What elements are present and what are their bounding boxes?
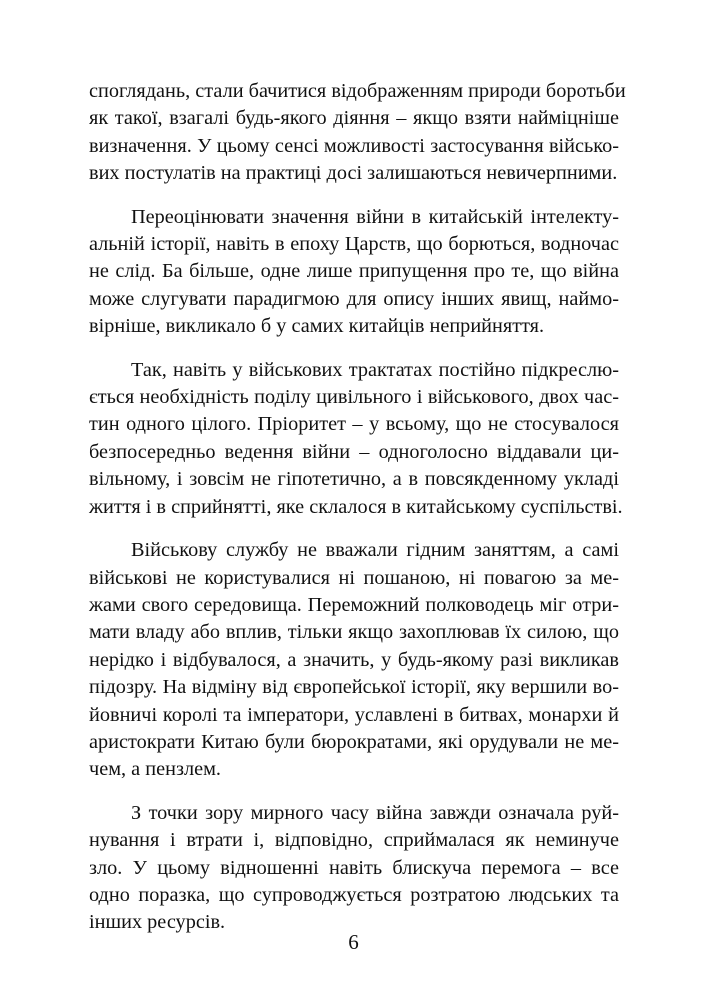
text-line: як такої, взагалі будь-якого діяння – якщо взяти найміцніше bbox=[89, 107, 619, 130]
text-line: Так, навіть у військових трактатах постійно підкреслю- bbox=[131, 358, 619, 381]
paragraph bbox=[89, 800, 619, 937]
text-line: йовничі королі та імператори, уславлені в битвах, монархи й bbox=[89, 703, 619, 726]
text-line: зло. У цьому відношенні навіть блискуча перемога – все bbox=[89, 856, 619, 879]
text-line: вих постулатів на практиці досі залишаються невичерпними. bbox=[89, 162, 618, 185]
text-line: аристократи Китаю були бюрократами, які орудували не ме- bbox=[89, 730, 619, 753]
text-line: чем, а пензлем. bbox=[89, 758, 221, 781]
text-line: військові не користувалися ні пошаною, ні повагою за ме- bbox=[89, 566, 619, 589]
text-line: споглядань, стали бачитися відображенням природи боротьби bbox=[89, 80, 626, 102]
text-line: вірніше, викликало б у самих китайців неприйняття. bbox=[89, 315, 545, 338]
text-line: безпосередньо ведення війни – одноголосно віддавали ци- bbox=[89, 440, 619, 463]
paragraph bbox=[89, 204, 619, 341]
text-line: З точки зору мирного часу війна завжди означала руй- bbox=[131, 801, 619, 824]
text-line: альній історії, навіть в епоху Царств, що борються, водночас bbox=[89, 233, 619, 256]
text-line: жами свого середовища. Переможний полководець міг отри- bbox=[89, 593, 619, 616]
text-line: може слугувати парадигмою для опису інших явищ, наймо- bbox=[89, 287, 619, 310]
text-line: мати владу або вплив, тільки якщо захоплював їх силою, що bbox=[89, 621, 619, 644]
paragraph bbox=[89, 78, 626, 188]
text-line: визначення. У цьому сенсі можливості застосування військо- bbox=[89, 134, 619, 157]
text-line: інших ресурсів. bbox=[89, 911, 226, 934]
text-line: підозру. На відміну від європейської історії, яку вершили во- bbox=[89, 676, 619, 699]
text-line: Військову службу не вважали гідним заняттям, а самі bbox=[131, 539, 619, 562]
page-number: 6 bbox=[348, 930, 359, 954]
text-line: одно поразка, що супроводжується розтратою людських та bbox=[89, 883, 619, 906]
body-text bbox=[89, 78, 626, 953]
text-line: життя і в сприйнятті, яке склалося в китайському суспільстві. bbox=[89, 495, 623, 518]
text-line: нування і втрати і, відповідно, сприймалася як неминуче bbox=[89, 829, 619, 852]
text-line: Переоцінювати значення війни в китайській інтелекту- bbox=[131, 205, 619, 228]
text-line: не слід. Ба більше, одне лише припущення про те, що війна bbox=[89, 260, 619, 283]
paragraph bbox=[89, 357, 623, 521]
paragraph bbox=[89, 537, 619, 784]
text-line: вільному, і зовсім не гіпотетично, а в повсякденному укладі bbox=[89, 468, 619, 491]
text-line: нерідко і відбувалося, а значить, у будь-якому разі викликав bbox=[89, 648, 619, 671]
text-line: ється необхідність поділу цивільного і військового, двох час- bbox=[89, 386, 619, 409]
text-line: тин одного цілого. Пріоритет – у всьому, що не стосувалося bbox=[89, 413, 619, 436]
